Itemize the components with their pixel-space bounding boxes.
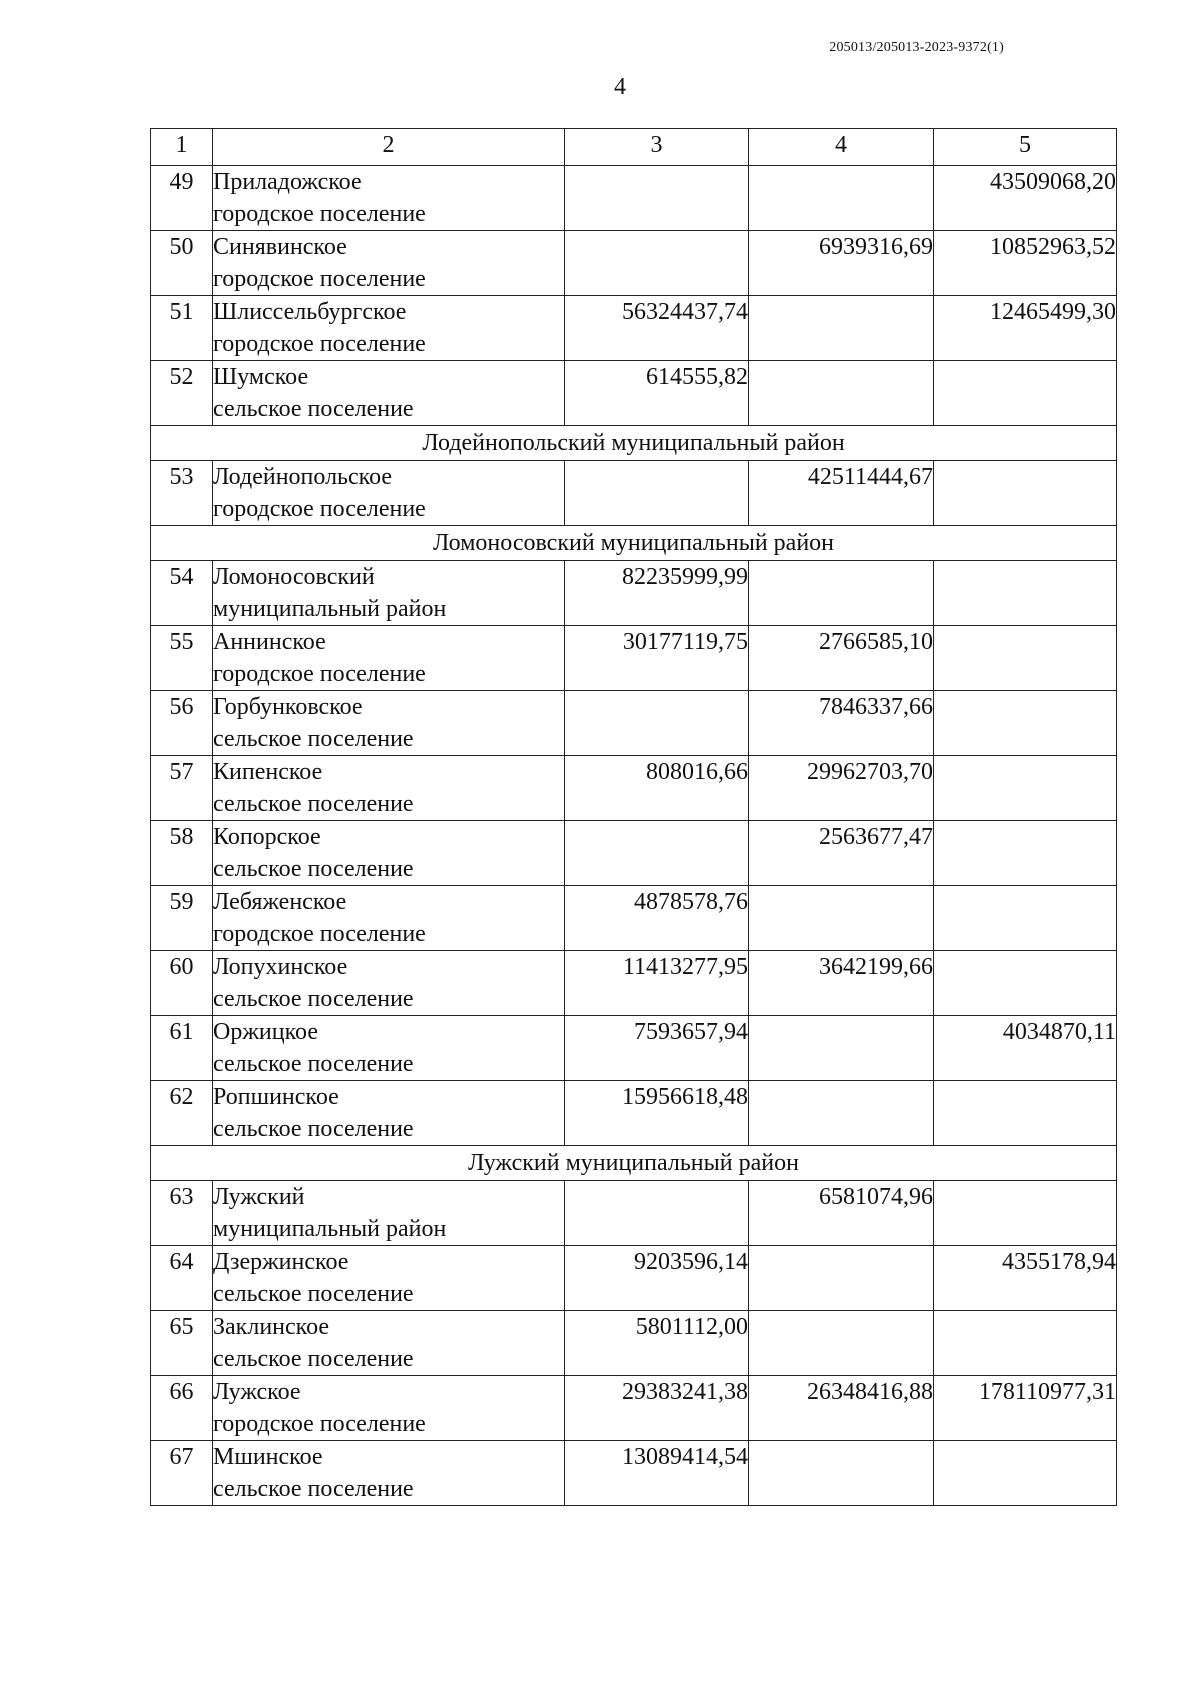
municipality-name-line-1: Шлиссельбургское xyxy=(213,299,407,325)
municipality-name-line-1: Дзержинское xyxy=(213,1249,349,1275)
row-number-cell: 64 xyxy=(151,1246,213,1311)
table-row xyxy=(151,231,1117,296)
municipality-name-line-1: Шумское xyxy=(213,364,309,390)
municipality-name-line-2: городское поселение xyxy=(213,921,426,947)
municipality-name-line-1: Ропшинское xyxy=(213,1084,339,1110)
table-row xyxy=(151,561,1117,626)
column-header: 4 xyxy=(749,129,934,166)
row-number-cell: 66 xyxy=(151,1376,213,1441)
column-3-value-cell: 11413277,95 xyxy=(565,951,749,1016)
table-row xyxy=(151,756,1117,821)
municipality-name-line-1: Лодейнопольское xyxy=(213,464,393,490)
row-number-cell: 58 xyxy=(151,821,213,886)
table-row xyxy=(151,1376,1117,1441)
municipality-name-line-1: Лебяженское xyxy=(213,889,347,915)
municipality-name-line-2: сельское поселение xyxy=(213,396,414,422)
municipality-name-cell xyxy=(213,1246,565,1311)
row-number-cell: 54 xyxy=(151,561,213,626)
column-5-value-cell xyxy=(934,561,1117,626)
column-3-value-cell xyxy=(565,691,749,756)
column-4-value-cell: 29962703,70 xyxy=(749,756,934,821)
table-row xyxy=(151,1081,1117,1146)
column-header: 5 xyxy=(934,129,1117,166)
column-5-value-cell xyxy=(934,691,1117,756)
municipality-name-cell xyxy=(213,1081,565,1146)
municipality-name-cell xyxy=(213,626,565,691)
district-section-row xyxy=(151,426,1117,461)
municipality-name-cell xyxy=(213,756,565,821)
municipality-name-line-1: Оржицкое xyxy=(213,1019,318,1045)
row-number-cell: 56 xyxy=(151,691,213,756)
column-4-value-cell: 2766585,10 xyxy=(749,626,934,691)
table-row xyxy=(151,1441,1117,1506)
table-body xyxy=(151,166,1117,1506)
column-5-value-cell: 4355178,94 xyxy=(934,1246,1117,1311)
column-5-value-cell xyxy=(934,361,1117,426)
row-number-cell: 51 xyxy=(151,296,213,361)
municipality-name-cell xyxy=(213,461,565,526)
municipality-name-cell xyxy=(213,821,565,886)
row-number-cell: 53 xyxy=(151,461,213,526)
municipality-name-line-1: Лужский xyxy=(213,1184,305,1210)
column-4-value-cell xyxy=(749,361,934,426)
column-3-value-cell xyxy=(565,231,749,296)
municipality-name-line-1: Кипенское xyxy=(213,759,323,785)
column-3-value-cell xyxy=(565,1181,749,1246)
column-5-value-cell: 43509068,20 xyxy=(934,166,1117,231)
municipality-name-line-2: городское поселение xyxy=(213,266,426,292)
column-3-value-cell xyxy=(565,461,749,526)
column-header: 2 xyxy=(213,129,565,166)
table-row xyxy=(151,361,1117,426)
row-number-cell: 50 xyxy=(151,231,213,296)
municipality-name-line-1: Заклинское xyxy=(213,1314,330,1340)
column-4-value-cell: 3642199,66 xyxy=(749,951,934,1016)
municipality-name-line-2: городское поселение xyxy=(213,661,426,687)
municipality-name-cell xyxy=(213,951,565,1016)
municipality-name-line-2: муниципальный район xyxy=(213,596,447,622)
allocation-table xyxy=(150,128,1117,1506)
column-4-value-cell: 6939316,69 xyxy=(749,231,934,296)
column-3-value-cell xyxy=(565,821,749,886)
page-number: 4 xyxy=(614,74,626,100)
municipality-name-line-2: сельское поселение xyxy=(213,1476,414,1502)
municipality-name-line-2: городское поселение xyxy=(213,201,426,227)
table-row xyxy=(151,886,1117,951)
municipality-name-line-2: городское поселение xyxy=(213,1411,426,1437)
column-5-value-cell xyxy=(934,886,1117,951)
column-5-value-cell xyxy=(934,756,1117,821)
row-number-cell: 62 xyxy=(151,1081,213,1146)
municipality-name-line-2: сельское поселение xyxy=(213,1116,414,1142)
municipality-name-cell xyxy=(213,361,565,426)
municipality-name-line-1: Горбунковское xyxy=(213,694,363,720)
municipality-name-cell xyxy=(213,561,565,626)
municipality-name-cell xyxy=(213,1016,565,1081)
table-row xyxy=(151,1181,1117,1246)
municipality-name-line-1: Синявинское xyxy=(213,234,347,260)
column-3-value-cell: 9203596,14 xyxy=(565,1246,749,1311)
row-number-cell: 59 xyxy=(151,886,213,951)
municipality-name-cell xyxy=(213,166,565,231)
municipality-name-line-2: сельское поселение xyxy=(213,791,414,817)
district-title: Лужский муниципальный район xyxy=(151,1146,1117,1181)
column-3-value-cell: 82235999,99 xyxy=(565,561,749,626)
district-title: Лодейнопольский муниципальный район xyxy=(151,426,1117,461)
municipality-name-cell xyxy=(213,1376,565,1441)
municipality-name-line-2: муниципальный район xyxy=(213,1216,447,1242)
municipality-name-cell xyxy=(213,886,565,951)
column-3-value-cell: 7593657,94 xyxy=(565,1016,749,1081)
table-row xyxy=(151,166,1117,231)
municipality-name-line-1: Мшинское xyxy=(213,1444,323,1470)
municipality-name-line-2: сельское поселение xyxy=(213,1281,414,1307)
column-5-value-cell xyxy=(934,821,1117,886)
column-4-value-cell xyxy=(749,1441,934,1506)
municipality-name-line-2: сельское поселение xyxy=(213,1346,414,1372)
table-row xyxy=(151,691,1117,756)
row-number-cell: 57 xyxy=(151,756,213,821)
column-4-value-cell: 6581074,96 xyxy=(749,1181,934,1246)
municipality-name-line-2: сельское поселение xyxy=(213,726,414,752)
column-3-value-cell: 4878578,76 xyxy=(565,886,749,951)
municipality-name-cell xyxy=(213,296,565,361)
column-3-value-cell: 56324437,74 xyxy=(565,296,749,361)
row-number-cell: 52 xyxy=(151,361,213,426)
column-4-value-cell: 7846337,66 xyxy=(749,691,934,756)
column-4-value-cell xyxy=(749,1246,934,1311)
column-5-value-cell xyxy=(934,1181,1117,1246)
column-header: 3 xyxy=(565,129,749,166)
column-4-value-cell: 26348416,88 xyxy=(749,1376,934,1441)
row-number-cell: 61 xyxy=(151,1016,213,1081)
column-4-value-cell: 2563677,47 xyxy=(749,821,934,886)
table-row xyxy=(151,951,1117,1016)
municipality-name-line-1: Ломоносовский xyxy=(213,564,375,590)
column-5-value-cell: 4034870,11 xyxy=(934,1016,1117,1081)
column-3-value-cell: 30177119,75 xyxy=(565,626,749,691)
column-3-value-cell xyxy=(565,166,749,231)
district-section-row xyxy=(151,1146,1117,1181)
row-number-cell: 63 xyxy=(151,1181,213,1246)
column-5-value-cell xyxy=(934,1311,1117,1376)
municipality-name-line-1: Копорское xyxy=(213,824,321,850)
municipality-name-cell xyxy=(213,691,565,756)
municipality-name-cell xyxy=(213,1181,565,1246)
municipality-name-line-2: сельское поселение xyxy=(213,856,414,882)
table-row xyxy=(151,1311,1117,1376)
table-row xyxy=(151,821,1117,886)
municipality-name-cell xyxy=(213,1311,565,1376)
header-row xyxy=(151,129,1117,166)
municipality-name-cell xyxy=(213,1441,565,1506)
municipality-name-cell xyxy=(213,231,565,296)
column-4-value-cell xyxy=(749,1081,934,1146)
row-number-cell: 67 xyxy=(151,1441,213,1506)
table-row xyxy=(151,1246,1117,1311)
municipality-name-line-2: городское поселение xyxy=(213,331,426,357)
column-3-value-cell: 15956618,48 xyxy=(565,1081,749,1146)
row-number-cell: 55 xyxy=(151,626,213,691)
table-row xyxy=(151,626,1117,691)
column-3-value-cell: 29383241,38 xyxy=(565,1376,749,1441)
document-id: 205013/205013-2023-9372(1) xyxy=(829,40,1004,55)
column-header: 1 xyxy=(151,129,213,166)
column-5-value-cell: 178110977,31 xyxy=(934,1376,1117,1441)
municipality-name-line-1: Лопухинское xyxy=(213,954,348,980)
column-5-value-cell: 10852963,52 xyxy=(934,231,1117,296)
municipality-name-line-1: Аннинское xyxy=(213,629,326,655)
column-4-value-cell xyxy=(749,561,934,626)
column-4-value-cell xyxy=(749,1016,934,1081)
column-3-value-cell: 808016,66 xyxy=(565,756,749,821)
column-4-value-cell xyxy=(749,296,934,361)
column-4-value-cell xyxy=(749,166,934,231)
column-5-value-cell xyxy=(934,461,1117,526)
column-5-value-cell: 12465499,30 xyxy=(934,296,1117,361)
column-5-value-cell xyxy=(934,1441,1117,1506)
column-3-value-cell: 614555,82 xyxy=(565,361,749,426)
column-5-value-cell xyxy=(934,951,1117,1016)
column-5-value-cell xyxy=(934,1081,1117,1146)
district-section-row xyxy=(151,526,1117,561)
municipality-name-line-2: городское поселение xyxy=(213,496,426,522)
column-4-value-cell xyxy=(749,1311,934,1376)
municipality-name-line-2: сельское поселение xyxy=(213,986,414,1012)
column-4-value-cell xyxy=(749,886,934,951)
row-number-cell: 60 xyxy=(151,951,213,1016)
municipality-name-line-2: сельское поселение xyxy=(213,1051,414,1077)
column-5-value-cell xyxy=(934,626,1117,691)
district-title: Ломоносовский муниципальный район xyxy=(151,526,1117,561)
table-row xyxy=(151,1016,1117,1081)
column-3-value-cell: 5801112,00 xyxy=(565,1311,749,1376)
column-4-value-cell: 42511444,67 xyxy=(749,461,934,526)
municipality-name-line-1: Лужское xyxy=(213,1379,301,1405)
row-number-cell: 65 xyxy=(151,1311,213,1376)
row-number-cell: 49 xyxy=(151,166,213,231)
table-row xyxy=(151,461,1117,526)
column-3-value-cell: 13089414,54 xyxy=(565,1441,749,1506)
municipality-name-line-1: Приладожское xyxy=(213,169,362,195)
table-row xyxy=(151,296,1117,361)
